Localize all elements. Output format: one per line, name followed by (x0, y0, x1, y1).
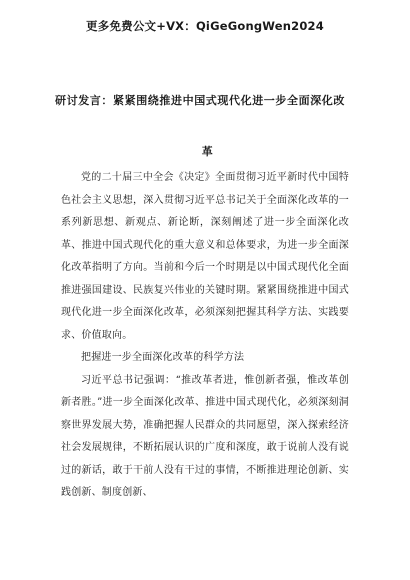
paragraph-intro: 党的二十届三中全会《决定》全面贯彻习近平新时代中国特色社会主义思想，深入贯彻习近平总书记关于全面深化改革的一系列新思想、新观点、新论断，深刻阐述了进一步全面深化改革、推进中国式现代化的重大意义和总体要求，为进一步全面深化改革指明了方向。当前和今后一个时期是以中国式现代化全面推进强国建设、民族复兴伟业的关键时期。紧紧围绕推进中国式现代化进一步全面深化改革，必须深刻把握其科学方法、实践要求、价值取向。 (61, 172, 349, 341)
section-heading: 把握进一步全面深化改革的科学方法 (81, 352, 245, 363)
document-body (61, 167, 349, 505)
title-line-1: 研讨发言：紧紧围绕推进中国式现代化进一步全面深化改 (55, 94, 345, 107)
title-line-2: 革 (201, 145, 214, 158)
document-title (55, 75, 360, 177)
header-watermark: 更多免费公文+VX：QiGeGongWen2024 (86, 19, 324, 33)
paragraph-quote: 习近平总书记强调：“推改革者进，惟创新者强，惟改革创新者胜。”进一步全面深化改革、推进中国式现代化，必须深刻洞察世界发展大势，准确把握人民群众的共同愿望，深入探索经济社会发展规律，不断拓展认识的广度和深度，敢于说前人没有说过的新话，敢于干前人没有干过的事情，不断推进理论创新、实践创新、制度创新、 (61, 374, 349, 498)
